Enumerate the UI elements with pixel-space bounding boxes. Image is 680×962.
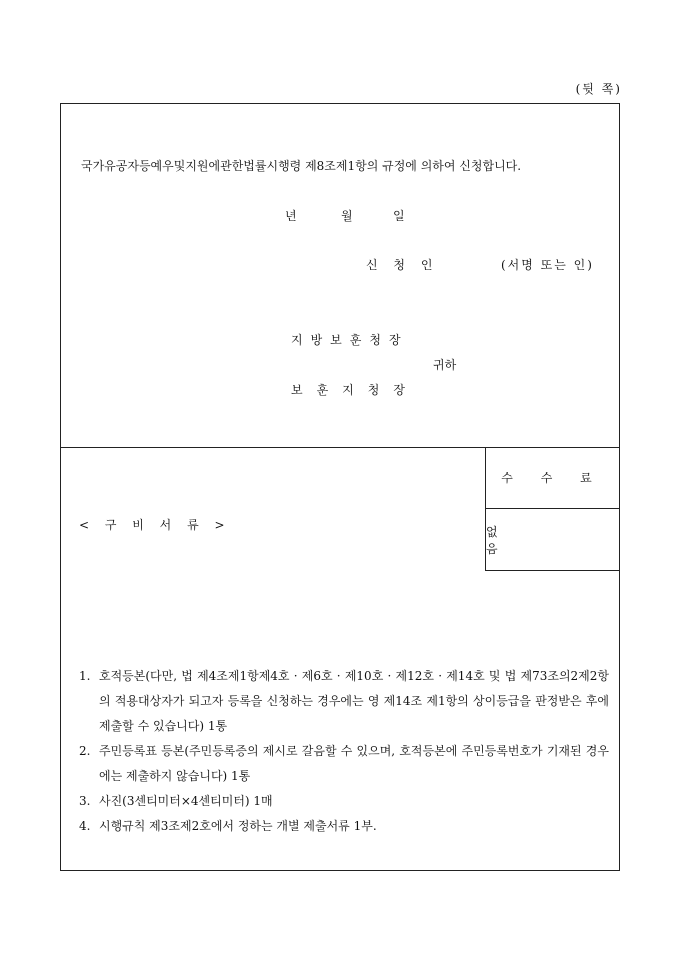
date-day-label: 일 bbox=[393, 209, 405, 223]
date-year-label: 년 bbox=[285, 209, 297, 223]
signature-note: (서명 또는 인) bbox=[501, 258, 594, 272]
list-item-text: 사진(3센티미터×4센티미터) 1매 bbox=[99, 794, 273, 808]
application-statement-section bbox=[61, 104, 619, 448]
fee-value: 없 음 bbox=[486, 525, 538, 556]
list-item bbox=[79, 789, 609, 814]
application-form bbox=[60, 103, 620, 871]
recipient-honorific: 귀하 bbox=[433, 358, 457, 372]
list-item-number: 2. bbox=[79, 744, 91, 758]
list-item bbox=[79, 664, 609, 739]
list-item bbox=[79, 814, 609, 839]
list-item-text: 주민등록표 등본(주민등록증의 제시로 갈음할 수 있으며, 호적등본에 주민등록번호가 기재된 경우에는 제출하지 않습니다) 1통 bbox=[99, 744, 609, 783]
required-documents-list bbox=[79, 664, 609, 839]
list-item-text: 호적등본(다만, 법 제4조제1항제4호 · 제6호 · 제10호 · 제12호 · 제14호 및 법 제73조의2제2항의 적용대상자가 되고자 등록을 신청하는 경우에는 영 제14조 제1항의 상이등급을 판정받은 후에 제출할 수 있습니다) 1통 bbox=[99, 669, 609, 733]
required-documents-title: < 구 비 서 류 > bbox=[79, 518, 231, 532]
recipient-office-regional: 지방보훈청장 bbox=[291, 333, 409, 347]
date-month-label: 월 bbox=[341, 209, 353, 223]
list-item-number: 4. bbox=[79, 819, 91, 833]
list-item-number: 3. bbox=[79, 794, 91, 808]
list-item-number: 1. bbox=[79, 669, 91, 683]
list-item bbox=[79, 739, 609, 789]
application-statement: 국가유공자등예우및지원에관한법률시행령 제8조제1항의 규정에 의하여 신청합니다. bbox=[81, 159, 522, 173]
fee-box bbox=[485, 447, 619, 571]
list-item-text: 시행규칙 제3조제2호에서 정하는 개별 제출서류 1부. bbox=[99, 819, 377, 833]
fee-header: 수 수 료 bbox=[486, 447, 619, 509]
applicant-label: 신 청 인 bbox=[366, 258, 439, 272]
page-side-label: (뒷 쪽) bbox=[575, 82, 622, 96]
recipient-office-branch: 보훈지청장 bbox=[291, 383, 419, 397]
